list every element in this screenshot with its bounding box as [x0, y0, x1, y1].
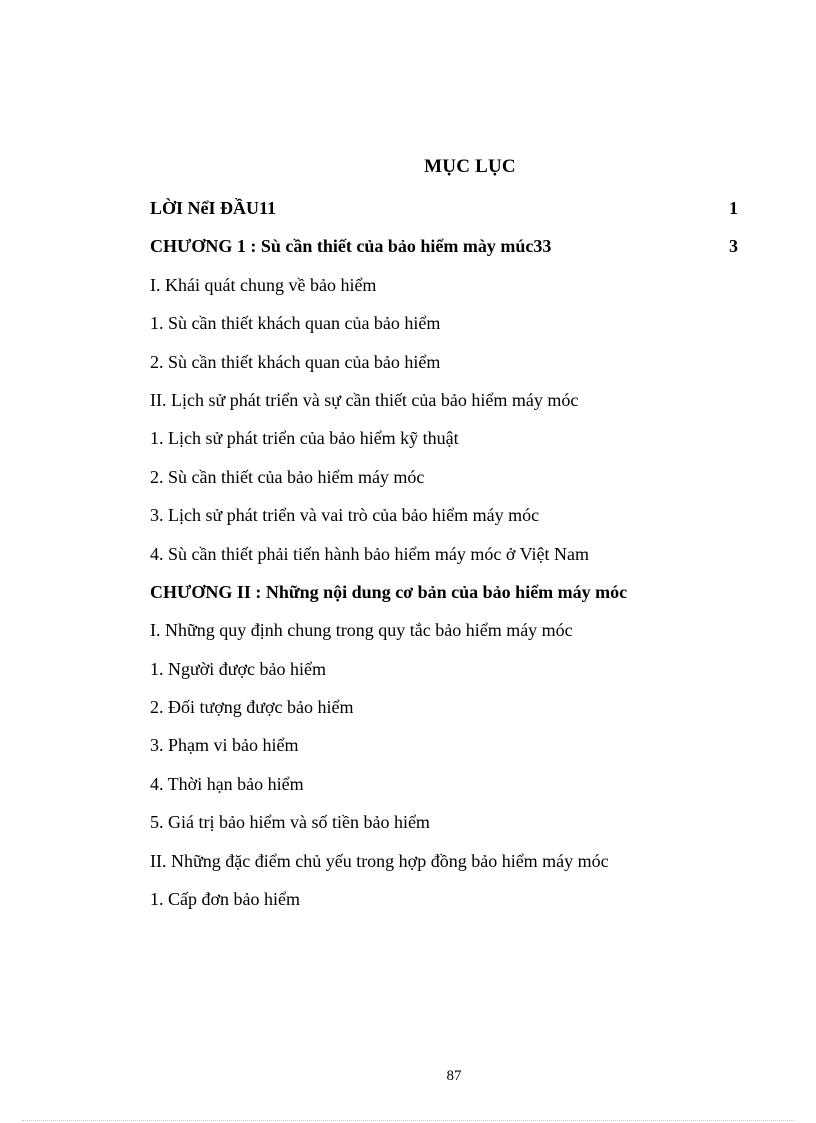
- toc-entry-label: 4. Sù cần thiết phải tiến hành bảo hiểm máy móc ở Việt Nam: [150, 543, 590, 564]
- toc-entry-label: 1. Cấp đơn bảo hiểm: [150, 889, 300, 910]
- page-number: 87: [446, 1068, 462, 1084]
- toc-entry-label: 2. Sù cần thiết của bảo hiểm máy móc: [150, 466, 425, 487]
- toc-entry-label: II. Lịch sử phát triển và sự cần thiết của bảo hiểm máy móc: [150, 389, 579, 410]
- toc-list: [150, 195, 738, 924]
- toc-entry-label: 5. Giá trị bảo hiểm và số tiền bảo hiểm: [150, 812, 430, 833]
- toc-entry-label: 2. Đối tượng được bảo hiểm: [150, 697, 354, 718]
- toc-entry-label: 1. Sù cần thiết khách quan của bảo hiểm: [150, 313, 441, 334]
- toc-entry-label: LỜI NểI ĐẦU11: [150, 198, 277, 218]
- toc-entry: [150, 233, 738, 271]
- toc-entry-label: I. Khái quát chung về bảo hiểm: [150, 274, 377, 295]
- toc-entry: [150, 349, 738, 387]
- toc-entry-label: CHƯƠNG II : Những nội dung cơ bản của bảo hiểm máy móc: [150, 581, 628, 602]
- toc-entry: [150, 617, 738, 655]
- toc-entry-label: I. Những quy định chung trong quy tắc bảo hiểm máy móc: [150, 620, 573, 641]
- toc-entry: [150, 195, 738, 233]
- toc-entry-label: 2. Sù cần thiết khách quan của bảo hiểm: [150, 351, 441, 372]
- toc-entry: [150, 272, 738, 310]
- toc-entry: [150, 848, 738, 886]
- toc-entry-label: II. Những đặc điểm chủ yếu trong hợp đồng bảo hiểm máy móc: [150, 850, 609, 871]
- toc-entry: [150, 464, 738, 502]
- toc-entry: [150, 310, 738, 348]
- toc-entry: [150, 886, 738, 924]
- toc-entry: [150, 579, 738, 617]
- toc-entry-label: 3. Lịch sử phát triển và vai trò của bảo hiểm máy móc: [150, 505, 540, 526]
- toc-entry-label: 4. Thời hạn bảo hiểm: [150, 773, 304, 794]
- toc-entry: [150, 541, 738, 579]
- toc-entry-page-number: 1: [729, 198, 738, 218]
- toc-entry-label: CHƯƠNG 1 : Sù cần thiết của bảo hiểm mày múc33: [150, 236, 552, 257]
- toc-entry-label: 1. Người được bảo hiểm: [150, 658, 327, 679]
- toc-entry-label: 3. Phạm vi bảo hiểm: [150, 735, 299, 756]
- toc-entry: [150, 771, 738, 809]
- toc-entry: [150, 502, 738, 540]
- toc-entry-label: 1. Lịch sử phát triển của bảo hiểm kỹ thuật: [150, 428, 459, 449]
- toc-entry: [150, 387, 738, 425]
- toc-entry: [150, 656, 738, 694]
- toc-entry: [150, 732, 738, 770]
- page-bottom-divider: [22, 1120, 794, 1121]
- toc-entry: [150, 809, 738, 847]
- toc-entry: [150, 425, 738, 463]
- toc-entry-page-number: 3: [729, 236, 738, 257]
- toc-title: MỤC LỤC: [424, 156, 516, 177]
- toc-entry: [150, 694, 738, 732]
